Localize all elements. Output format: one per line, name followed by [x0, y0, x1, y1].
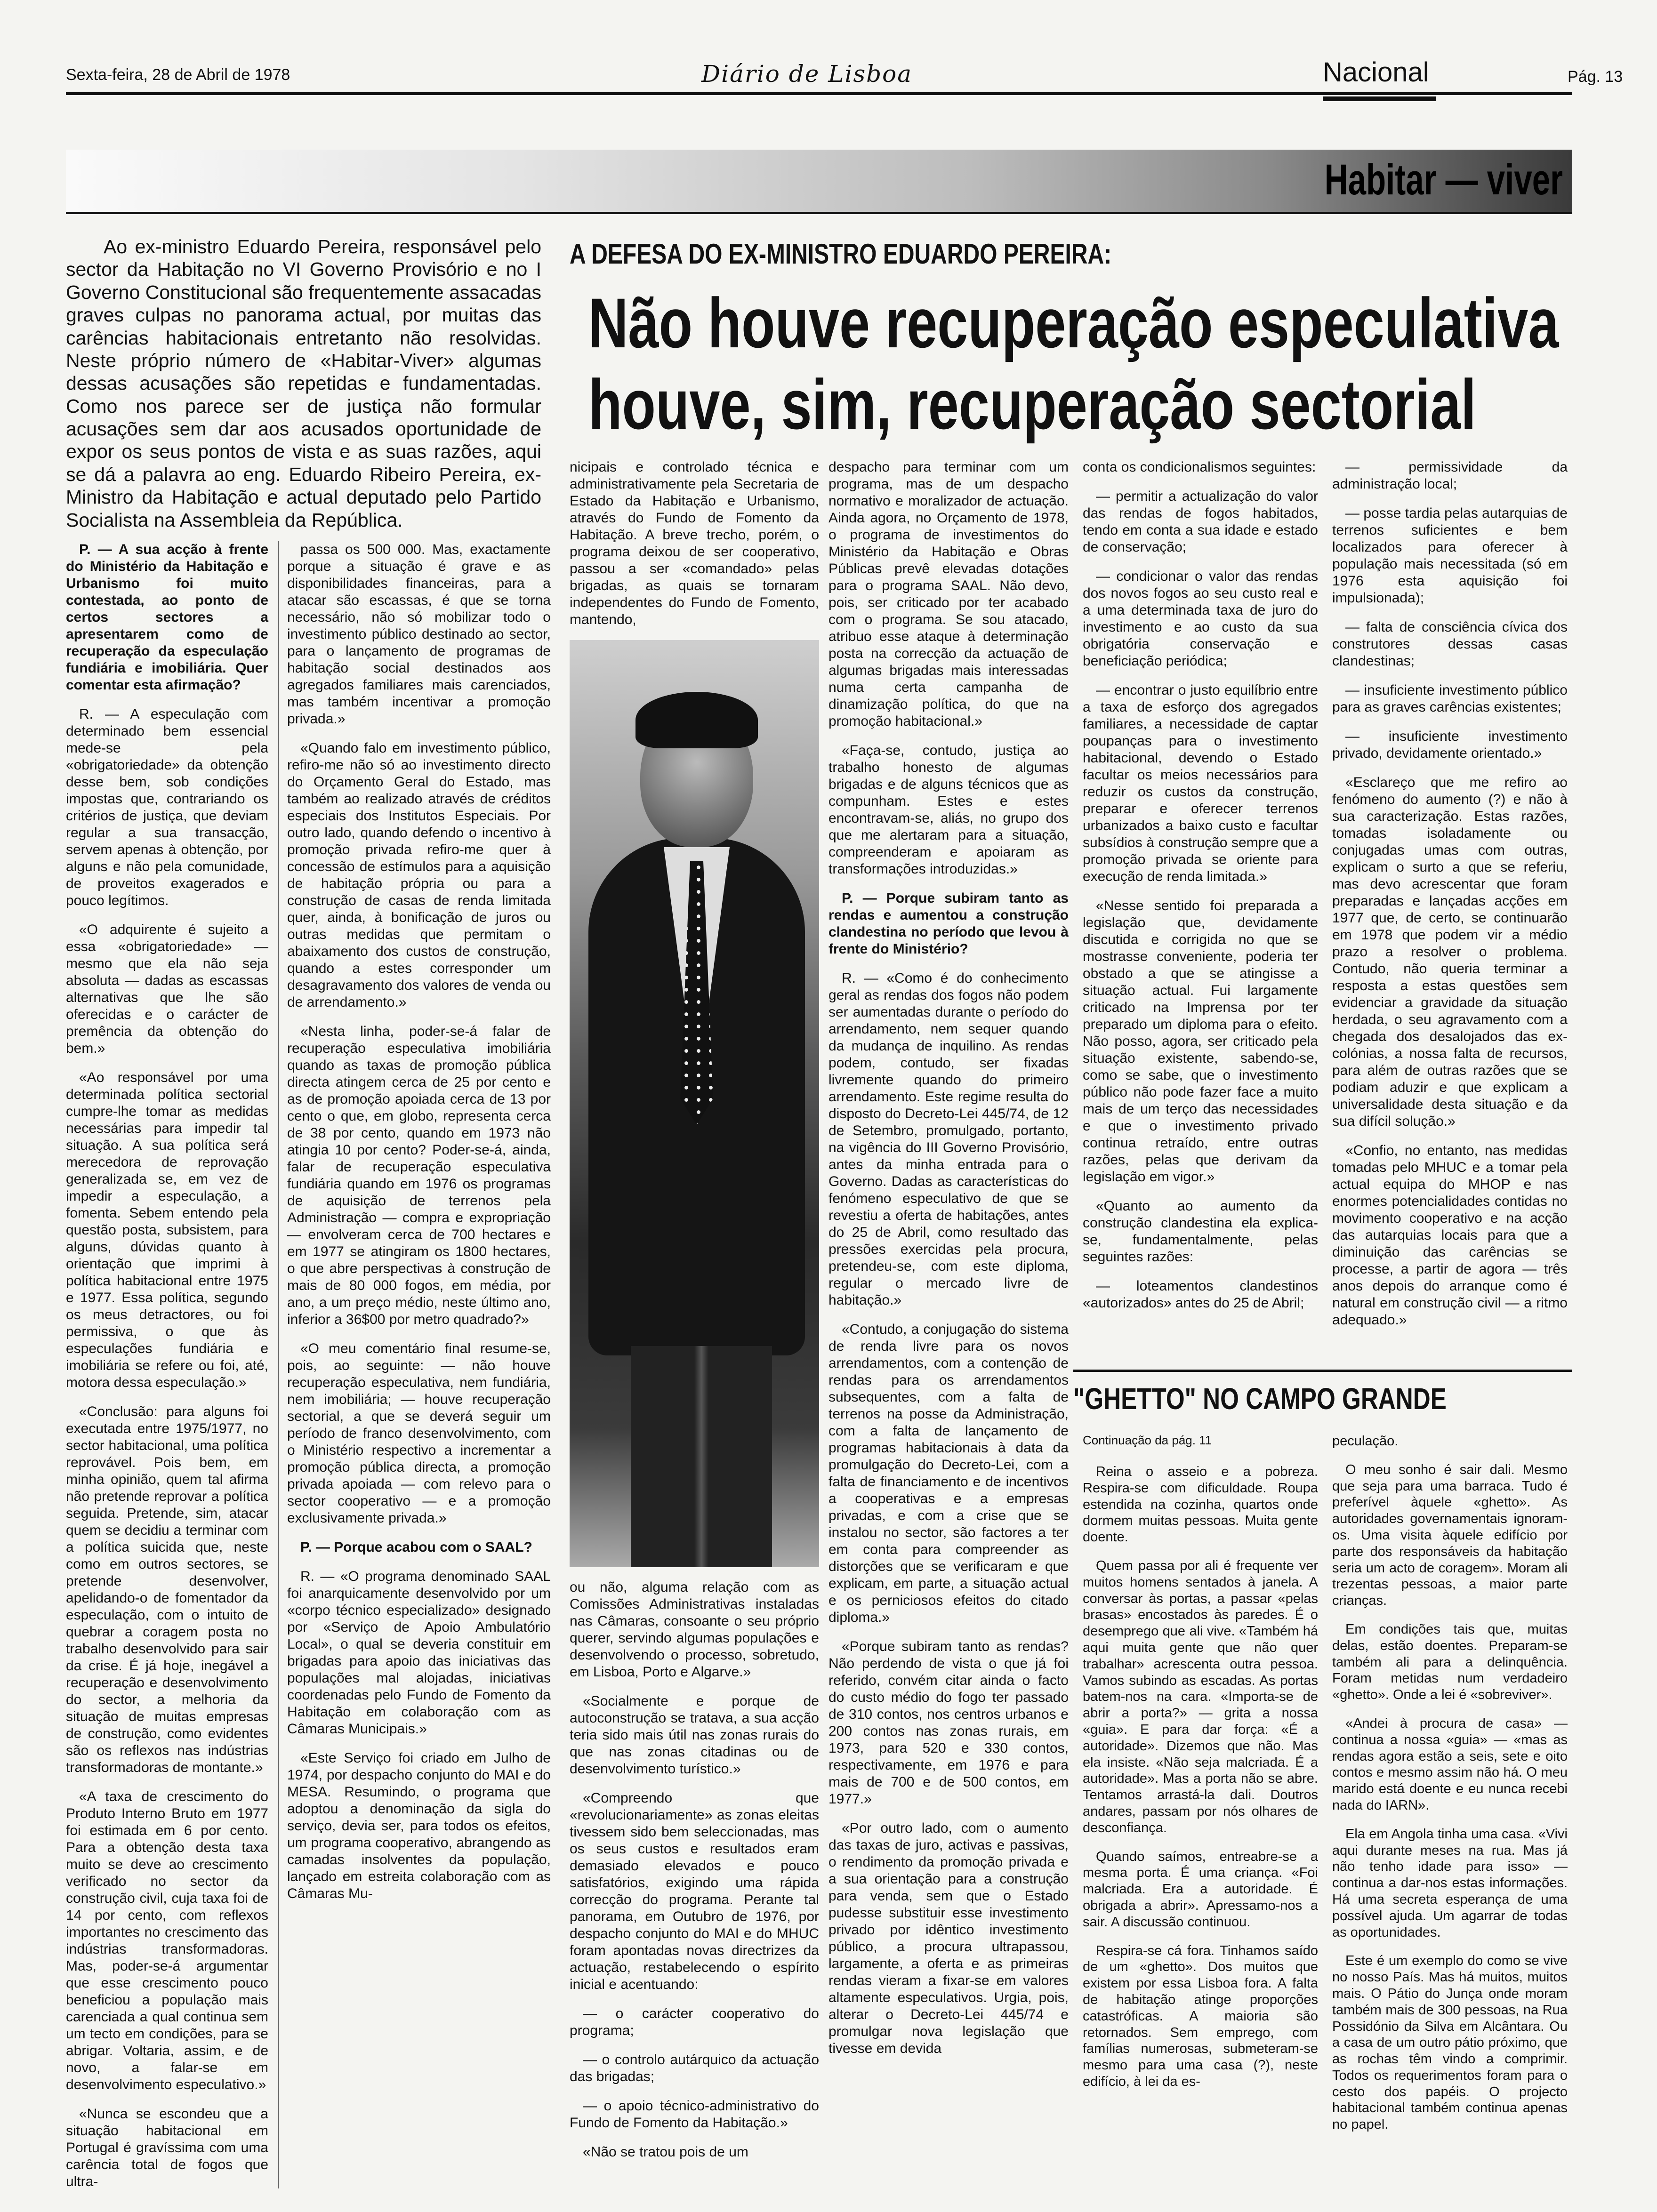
paragraph: — o carácter cooperativo do programa; [570, 2006, 819, 2038]
article-column-3-bottom [570, 1579, 819, 2173]
paragraph: — falta de consciência cívica dos construtores dessas casas clandestinas; [1332, 619, 1568, 669]
paragraph: — posse tardia pelas autarquias de terrenos suficientes e bem localizados para oferecer à população mais necessitada (só em 1976 esta aquisição foi impulsionada); [1332, 505, 1568, 606]
paragraph: «Nunca se escondeu que a situação habitacional em Portugal é gravíssima com uma carência total de fogos que ultra- [66, 2106, 268, 2189]
headline-line-2: houve, sim, recuperação sectorial [588, 364, 1476, 444]
paragraph: R. — «Como é do conhecimento geral as rendas dos fogos não podem ser aumentadas durante o período do arrendamento, nem sequer quando da mudança de inquilino. As rendas podem, contudo, ser fixadas livremente quando do primeiro arrendamento. Este regime resulta do disposto do Decreto-Lei 445/74, de 12 de Setembro, promulgado, portanto, na vigência do III Governo Provisório, antes da minha entrada para o Governo. Dadas as características do fenómeno especulativo de que se revestiu a oferta de habitações, antes do 25 de Abril, como resultado das pressões exercidas pela procura, pretendeu-se, com este diploma, regular o mercado livre de habitação.» [828, 970, 1069, 1308]
paragraph: Ela em Angola tinha uma casa. «Vivi aqui durante meses na rua. Mas já não tenho idade para isso» — continua a dar-nos estas informações. Há uma secreta esperança de uma possível ajuda. Um agarrar de todas as oportunidades. [1332, 1826, 1568, 1940]
article-intro: Ao ex-ministro Eduardo Pereira, responsável pelo sector da Habitação no VI Governo Provisório e no I Governo Constitucional são frequentemente assacadas graves culpas no panorama actual, por muitas das carências habitacionais entretanto não resolvidas. Neste próprio número de «Habitar-Viver» algumas dessas acusações são repetidas e fundamentadas. Como nos parece ser de justiça não formular acusações sem dar aos acusados oportunidade de expor os seus pontos de vista e as suas razões, aqui se dá a palavra ao eng. Eduardo Ribeiro Pereira, ex-Ministro da Habitação e actual deputado pelo Partido Socialista na Assembleia da República. [66, 236, 541, 531]
paragraph: «Nesse sentido foi preparada a legislação que, devidamente discutida e corrigida no que se mostrasse conveniente, poderia ter obstado a que se atingisse a situação actual. Fui largamente criticado na Imprensa por ter preparado um diploma para o efeito. Não posso, agora, ser criticado pela situação existente, sabendo-se, como se sabe, que o investimento público não pode fazer face a muito mais de um terço das necessidades e que o investimento privado continua retraído, entre outras razões, pelas que derivam da legislação em vigor.» [1083, 898, 1318, 1185]
paragraph: — o controlo autárquico da actuação das brigadas; [570, 2052, 819, 2084]
section-underline [1323, 96, 1436, 101]
paragraph: «Porque subiram tanto as rendas? Não perdendo de vista o que já foi referido, convém citar ainda o facto do custo médio do fogo ter passado de 310 contos, nos centros urbanos e 200 contos nas zonas rurais, em 1973, para 520 e 330 contos, respectivamente, em 1976 e para mais de 700 e de 500 contos, em 1977.» [828, 1639, 1069, 1807]
paragraph: «Quanto ao aumento da construção clandestina ela explica-se, fundamentalmente, pelas seguintes razões: [1083, 1198, 1318, 1265]
paragraph: «Confio, no entanto, nas medidas tomadas pelo MHUC e a tomar pela actual equipa do MHOP e nas enormes potencialidades contidas no movimento cooperativo e na acção das autarquias locais para que a diminuição das carências se processe, a partir de agora — três anos depois do arranque como é natural em construção civil — a ritmo adequado.» [1332, 1143, 1568, 1328]
paragraph: «Ao responsável por uma determinada política sectorial cumpre-lhe tomar as medidas necessárias para impedir tal situação. A sua política será merecedora de reprovação generalizada se, em vez de impedir a especulação, a fomenta. Sebem entendo pela questão posta, subsistem, para alguns, dúvidas quanto à orientação que imprimi à política habitacional entre 1975 e 1977. Essa política, segundo os meus detractores, ou foi permissiva, o que às especulações fundiária e imobiliária se refere ou foi, até, motora dessa especulação.» [66, 1070, 268, 1390]
section-band-rule [66, 212, 1572, 214]
page-number: Pág. 13 [1568, 68, 1623, 86]
article-column-3-top [570, 459, 819, 641]
paragraph: — loteamentos clandestinos «autorizados» antes do 25 de Abril; [1083, 1278, 1318, 1311]
paragraph: — encontrar o justo equilíbrio entre a taxa de esforço dos agregados familiares, a necessidade de captar poupanças para o investimento habitacional, devendo o Estado facultar os meios necessários para reduzir os custos da construção, preparar e oferecer terrenos urbanizados a baixo custo e facultar subsídios à construção sempre que a promoção privada se oriente para execução de renda limitada.» [1083, 682, 1318, 884]
paragraph: — permissividade da administração local; [1332, 459, 1568, 492]
paragraph: «Andei à procura de casa» — continua a nossa «guia» — «mas as rendas agora estão a seis, sete e oito contos e mesmo assim não há. O meu marido está doente e eu nunca recebi nada do IARN». [1332, 1715, 1568, 1813]
article-column-1 [66, 541, 268, 2203]
column-divider [278, 541, 279, 2188]
paragraph: «Esclareço que me refiro ao fenómeno do aumento (?) e não à sua caracterização. Estas razões, tomadas isoladamente ou conjugadas umas com outras, explicam o surto a que se referiu, mas devo acrescentar que foram preparadas e lançadas acções em 1977 que, de certo, se continuarão em 1978 que podem vir a médio prazo a resolver o problema. Contudo, não queria terminar a resposta a estas questões sem evidenciar a gravidade da situação herdada, o seu agravamento com a chegada dos desalojados das ex-colónias, a nossa falta de recursos, para além de outras razões que se podiam aduzir e que explicam a universalidade desta situação e da sua difícil solução.» [1332, 775, 1568, 1129]
paragraph: «Não se tratou pois de um [583, 2144, 748, 2160]
paragraph: passa os 500 000. Mas, exactamente porque a situação é grave e as disponibilidades financeiras, para a atacar são escassas, é que se torna necessário, não só mobilizar todo o investimento público destinado ao sector, para o lançamento de programas de habitação social destinados aos agregados familiares mais carenciados, mas também incentivar a promoção privada.» [287, 542, 551, 727]
paragraph: nicipais e controlado técnica e administrativamente pela Secretaria de Estado da Habitação e Urbanismo, através do Fundo de Fomento da Habitação. A breve trecho, porém, o programa deixou de ser cooperativo, passou a ser «comandado» pelas brigadas, as quais se tornaram independentes do Fundo de Fomento, mantendo, [570, 459, 819, 627]
section-name: Nacional [1323, 57, 1429, 88]
masthead-rule [66, 92, 1572, 95]
paragraph: «Quando falo em investimento público, refiro-me não só ao investimento directo do Orçamento Geral do Estado, mas também ao realizado através de créditos especiais dos Institutos Especiais. Por outro lado, quando defendo o incentivo à promoção privada refiro-me quer à concessão de estímulos para a aquisição de habitação própria ou para a construção de casas de renda limitada quer, ainda, à bonificação de juros ou outras medidas que permitam o abaixamento dos custos de construção, quando a estes corresponder um desagravamento dos valores de venda ou de arrendamento.» [287, 740, 551, 1010]
paragraph: «Compreendo que «revolucionariamente» as zonas eleitas tivessem sido bem seleccionadas, mas os seus custos e resultados eram demasiado elevados e pouco satisfatórios, exigindo uma rápida correcção do programa. Perante tal panorama, em Outubro de 1976, por despacho conjunto do MAI e do MHUC foram apontadas novas directrizes da actuação, restabelecendo o espírito inicial e acentuando: [570, 1790, 819, 1992]
box-title: "GHETTO" NO CAMPO GRANDE [1073, 1382, 1447, 1416]
paragraph: — insuficiente investimento privado, devidamente orientado.» [1332, 729, 1568, 761]
paragraph: «Faça-se, contudo, justiça ao trabalho honesto de algumas brigadas e de alguns técnicos que as compunham. Estes e estes encontravam-se, aliás, no grupo dos que me alertaram para a situação, compreenderam e apoiaram as transformações introduzidas.» [828, 743, 1069, 877]
paragraph: Este é um exemplo do como se vive no nosso País. Mas há muitos, muitos mais. O Pátio do Junça onde moram também mais de 300 pessoas, na Rua Possidónio da Silva em Alcântara. Ou a casa de um outro pátio próximo, que as rochas têm vindo a comprimir. Todos os requerimentos foram para o cesto dos papéis. O projecto habitacional também continua apenas no papel. [1332, 1953, 1568, 2132]
box-column-a [1083, 1464, 1318, 2102]
article-column-6 [1332, 459, 1568, 1341]
paragraph: Quando saímos, entreabre-se a mesma porta. É uma criança. «Foi malcriada. Era a autoridade. É obrigada a abrir». Apressamo-nos a sair. A discussão continuou. [1083, 1849, 1318, 1930]
article-column-2 [287, 541, 551, 1915]
paragraph: P. — Porque subiram tanto as rendas e aumentou a construção clandestina no período que levou à frente do Ministério? [828, 890, 1069, 957]
paragraph: — condicionar o valor das rendas dos novos fogos ao seu custo real e a uma determinada taxa de juro do investimento e ao custo da sua obrigatória conservação e beneficiação periódica; [1083, 569, 1318, 669]
paragraph: «O adquirente é sujeito a essa «obrigatoriedade» — mesmo que ela não seja absoluta — dadas as escassas alternativas que lhe são oferecidas e o carácter de premência da obtenção do bem.» [66, 922, 268, 1056]
photo-figure-legs [631, 1346, 772, 1567]
paragraph: «Por outro lado, com o aumento das taxas de juro, activas e passivas, o rendimento da promoção privada e a sua orientação para a construção para venda, sem que o Estado pudesse substituir esse investimento privado por idêntico investimento público, a procura ultrapassou, largamente, a oferta e as primeiras rendas vieram a fixar-se em valores altamente especulativos. Urgia, pois, alterar o Decreto-Lei 445/74 e promulgar nova legislação que tivesse em devida [828, 1820, 1069, 2056]
paragraph: «A taxa de crescimento do Produto Interno Bruto em 1977 foi estimada em 6 por cento. Para a obtenção desta taxa muito se deve ao crescimento verificado no sector da construção civil, cuja taxa foi de 14 por cento, com reflexos importantes no crescimento das indústrias transformadoras. Mas, poder-se-á argumentar que esse crescimento pouco beneficiou a população mais carenciada a qual continua sem um tecto em condições, para se abrigar. Voltaria, assim, e de novo, a falar-se em desenvolvimento especulativo.» [66, 1789, 268, 2092]
paragraph: Quem passa por ali é frequente ver muitos homens sentados à janela. A conversar às portas, a passar «pelas brasas» encostados às paredes. É o desemprego que ali vive. «Também há aqui muita gente que não quer trabalhar» acrescenta outra pessoa. Vamos subindo as escadas. As portas batem-nos na cara. «Importa-se de abrir a porta?» — grita a nossa «guia». E para dar força: «É a autoridade». Dizemos que não. Mas ela insiste. «Não seja malcriada. É a autoridade». Mas a porta não se abre. Tentamos arrastá-la dali. Doutros andares, passam por nós olhares de desconfiança. [1083, 1558, 1318, 1835]
article-column-5 [1083, 459, 1318, 1324]
paragraph: conta os condicionalismos seguintes: [1083, 459, 1316, 475]
paragraph: R. — «O programa denominado SAAL foi anarquicamente desenvolvido por um «corpo técnico especializado» designado por «Serviço de Apoio Ambulatório Local», o qual se deveria constituir em brigadas para apoio das iniciativas das populações mal alojadas, iniciativas coordenadas pelo Fundo de Fomento da Habitação em colaboração com as Câmaras Municipais.» [287, 1569, 551, 1737]
paragraph: Em condições tais que, muitas delas, estão doentes. Preparam-se também ali para a delinquência. Foram metidas num verdadeiro «ghetto». Onde a lei é «sobreviver». [1332, 1621, 1568, 1703]
article-column-4 [828, 459, 1069, 2069]
newspaper-name: Diário de Lisboa [701, 60, 913, 88]
paragraph: Reina o asseio e a pobreza. Respira-se com dificuldade. Roupa estendida na cozinha, quartos onde dormem muitas pessoas. Muita gente doente. [1083, 1464, 1318, 1545]
paragraph: P. — Porque acabou com o SAAL? [300, 1539, 532, 1555]
portrait-photo [570, 640, 819, 1567]
photo-figure-hair [635, 692, 758, 748]
article-headline [588, 282, 1559, 445]
paragraph: «Nesta linha, poder-se-á falar de recuperação especulativa imobiliária quando as taxas de promoção pública directa atingem cerca de 25 por cento e as de promoção apoiada cerca de 13 por cento o que, em globo, representa cerca de 38 por cento, quando em 1973 não atingia 10 por cento? Poder-se-á, ainda, falar de recuperação especulativa fundiária quando em 1976 os programas de aquisição de terrenos pela Administração — compra e expropriação — envolveram cerca de 700 hectares e em 1977 se atingiram os 1800 hectares, o que abre perspectivas à construção de mais de 80 000 fogos, em média, por ano, a um preço médio, neste último ano, inferior a 36$00 por metro quadrado?» [287, 1024, 551, 1327]
headline-line-1: Não houve recuperação especulativa [588, 283, 1559, 362]
paragraph: peculação. [1332, 1434, 1399, 1449]
paragraph: O meu sonho é sair dali. Mesmo que seja para uma barraca. Tudo é preferível àquele «ghetto». As autoridades governamentais ignoram-os. Uma visita àquele edifício por parte dos responsáveis da habitação seria um acto de coragem». Moram ali trezentas pessoas, a maior parte crianças. [1332, 1462, 1568, 1609]
paragraph: R. — A especulação com determinado bem essencial mede-se pela «obrigatoriedade» da obtenção desse bem, sob condições impostas que, contrariando os critérios de justiça, que deviam regular a sua transacção, servem apenas à obtenção, por alguns e não pela comunidade, de proveitos exagerados e pouco legítimos. [66, 706, 268, 908]
paragraph: «Socialmente e porque de autoconstrução se tratava, a sua acção teria sido mais útil nas zonas rurais do que nas zonas citadinas ou de desenvolvimento turístico.» [570, 1693, 819, 1777]
masthead-date: Sexta-feira, 28 de Abril de 1978 [66, 66, 290, 84]
paragraph: «Este Serviço foi criado em Julho de 1974, por despacho conjunto do MAI e do MESA. Resumindo, o programa que adoptou a denominação da sigla do serviço, devia ser, para todos os efeitos, um programa cooperativo, abrangendo as camadas insolventes da população, lançado em estreita colaboração com as Câmaras Mu- [287, 1750, 551, 1901]
box-continuation-note: Continuação da pág. 11 [1083, 1433, 1212, 1447]
paragraph: Respira-se cá fora. Tinhamos saído de um «ghetto». Dos muitos que existem por essa Lisboa fora. A falta de habitação atinge proporções catastróficas. A maioria são retornados. Sem emprego, com famílias numerosas, submeteram-se mesmo para uma casa (?), neste edifício, à lei da es- [1083, 1943, 1318, 2089]
paragraph: P. — A sua acção à frente do Ministério da Habitação e Urbanismo foi muito contestada, ao ponto de certos sectores a apresentarem como de recuperação da especulação fundiária e imobiliária. Quer comentar esta afirmação? [66, 542, 268, 693]
paragraph: «Contudo, a conjugação do sistema de renda livre para os novos arrendamentos, com a contenção de rendas para os arrendamentos subsequentes, com a falta de terrenos na posse da Administração, com a falta de lançamento de programas habitacionais à data da promulgação do Decreto-Lei, com a falta de financiamento e de incentivos a cooperativas e a empresas privadas, e com a crise que se instalou no sector, são factores a ter em conta para compreender as distorções que se verificaram e que explicam, em parte, a situação actual e os perniciosos efeitos do citado diploma.» [828, 1322, 1069, 1625]
article-kicker: A DEFESA DO EX-MINISTRO EDUARDO PEREIRA: [570, 238, 1112, 270]
paragraph: — o apoio técnico-administrativo do Fundo de Fomento da Habitação.» [570, 2098, 819, 2131]
section-band-title: Habitar — viver [1324, 156, 1563, 204]
paragraph: «O meu comentário final resume-se, pois, ao seguinte: — não houve recuperação especulativa, nem fundiária, nem imobiliária; — houve recuperação sectorial, a que se deverá seguir um período de franco desenvolvimento, com o Ministério respectivo a incrementar a promoção pública directa, a promoção privada apoiada — com relevo para o sector cooperativo — e a promoção exclusivamente privada.» [287, 1341, 551, 1526]
paragraph: «Conclusão: para alguns foi executada entre 1975/1977, no sector habitacional, uma política reprovável. Pois bem, em minha opinião, quem tal afirma não pretende reprovar a política seguida. Pretende, sim, atacar quem se decidiu a terminar com a política suicida que, neste como em outros sectores, se pretende desenvolver, apelidando-o de fomentador da especulação, com o intuito de quebrar a coragem posta no trabalho desenvolvido para sair da crise. É já hoje, inegável a recuperação e desenvolvimento do sector, a melhoria da situação de muitas empresas de construção, como evidentes são os reflexos nas indústrias transformadoras de montante.» [66, 1404, 268, 1775]
box-column-b [1332, 1433, 1568, 2145]
paragraph: — insuficiente investimento público para as graves carências existentes; [1332, 682, 1568, 715]
paragraph: ou não, alguma relação com as Comissões Administrativas instaladas nas Câmaras, consoante o seu próprio querer, servindo algumas populações e desenvolvendo o processo, sobretudo, em Lisboa, Porto e Algarve.» [570, 1579, 819, 1680]
paragraph: — permitir a actualização do valor das rendas de fogos habitados, tendo em conta a sua idade e estado de conservação; [1083, 489, 1318, 555]
box-top-rule [1073, 1370, 1572, 1372]
paragraph: despacho para terminar com um programa, mas de um despacho normativo e moralizador de actuação. Ainda agora, no Orçamento de 1978, o programa de investimentos do Ministério da Habitação e Obras Públicas prevê elevadas dotações para o programa SAAL. Não devo, pois, ser criticado por ter acabado com o programa. Se sou atacado, atribuo esse ataque à determinação posta na correcção da actuação de algumas brigadas mais interessadas numa certa campanha de dinamização política, do que na promoção habitacional.» [828, 459, 1069, 729]
